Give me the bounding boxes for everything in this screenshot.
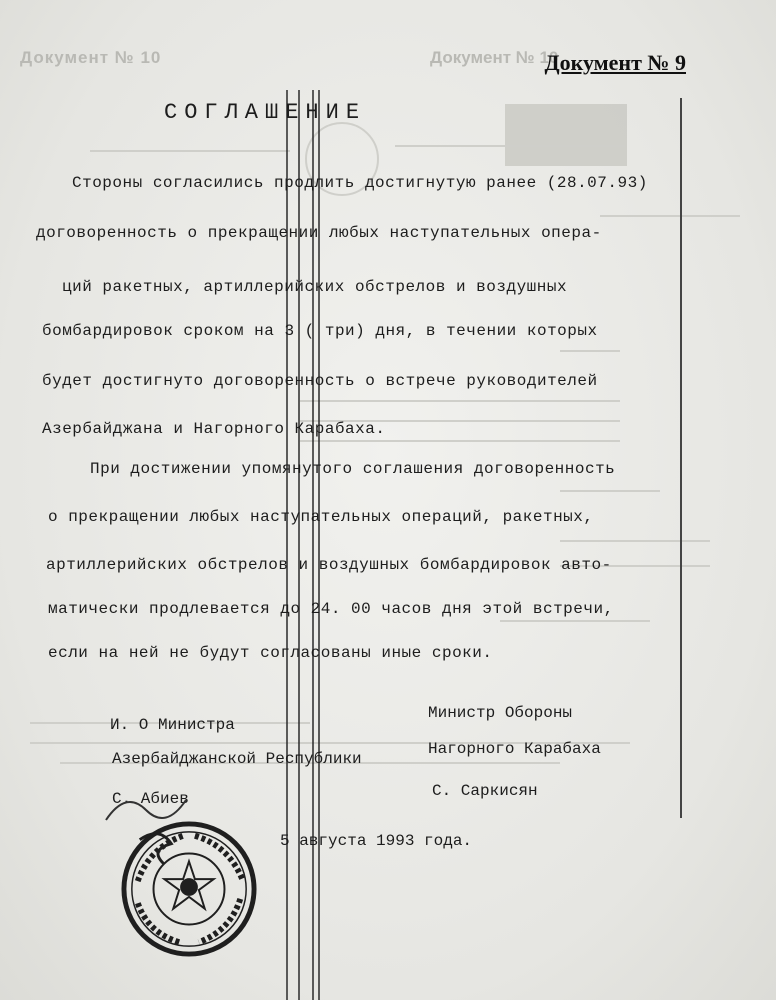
- body-line: При достижении упомянутого соглашения договоренность: [90, 460, 616, 478]
- bleed-through-header-left: Документ № 10: [20, 48, 162, 67]
- body-line: о прекращении любых наступательных операций, ракетных,: [48, 508, 594, 526]
- ghost-line: [300, 440, 620, 442]
- ghost-line: [300, 400, 620, 402]
- ghost-line: [600, 215, 740, 217]
- right-signatory-organization: Нагорного Карабаха: [428, 740, 601, 758]
- document-title: СОГЛАШЕНИЕ: [164, 100, 367, 125]
- body-line: матически продлевается до 24. 00 часов дня этой встречи,: [48, 600, 614, 618]
- body-line: если на ней не будут согласованы иные сроки.: [48, 644, 493, 662]
- ghost-line: [560, 490, 660, 492]
- body-line: договоренность о прекращении любых наступательных опера-: [36, 224, 602, 242]
- left-signatory-organization: Азербайджанской Республики: [112, 750, 362, 768]
- margin-line: [680, 98, 682, 818]
- left-signatory-role: И. О Министра: [110, 716, 235, 734]
- document-number-label: Документ № 9: [544, 50, 686, 75]
- left-signatory-name: С. Абиев: [112, 790, 189, 808]
- body-line: будет достигнуто договоренность о встрече руководителей: [42, 372, 598, 390]
- official-seal-icon: [120, 820, 258, 958]
- body-line: бомбардировок сроком на 3 ( три) дня, в течении которых: [42, 322, 598, 340]
- body-line: артиллерийских обстрелов и воздушных бомбардировок авто-: [46, 556, 612, 574]
- bleed-through-header-right: Документ № 10: [430, 48, 559, 67]
- ghost-line: [500, 620, 650, 622]
- body-line: Азербайджана и Нагорного Карабаха.: [42, 420, 386, 438]
- ghost-line: [560, 540, 710, 542]
- signing-date: 5 августа 1993 года.: [280, 832, 473, 850]
- ghost-line: [90, 150, 290, 152]
- right-signatory-name: С. Саркисян: [432, 782, 538, 800]
- body-line: ций ракетных, артиллерийских обстрелов и воздушных: [62, 278, 568, 296]
- handwritten-signature-left: [96, 780, 216, 840]
- body-line: Стороны согласились продлить достигнутую ранее (28.07.93): [72, 174, 648, 192]
- ghost-line: [395, 145, 625, 147]
- ghost-line: [560, 350, 620, 352]
- right-signatory-role: Министр Обороны: [428, 704, 573, 722]
- ghost-stamp-block: [505, 104, 627, 166]
